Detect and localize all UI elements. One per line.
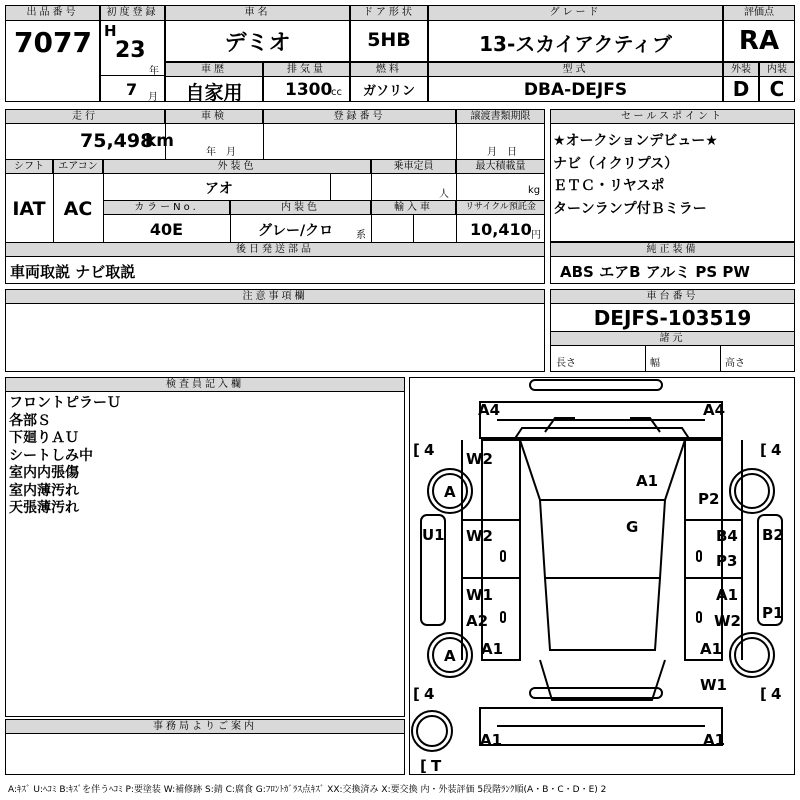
person-unit: 人 bbox=[439, 189, 449, 200]
later-parts-label: 後日発送部品 bbox=[5, 242, 545, 257]
score: RA bbox=[738, 26, 780, 56]
inspection-ym: 年 月 bbox=[206, 147, 236, 158]
damage-mark: A1 bbox=[636, 472, 659, 490]
inspector-note: フロントピラーＵ bbox=[9, 395, 121, 411]
damage-mark: W1 bbox=[466, 586, 493, 604]
genuine-label: 純正装備 bbox=[550, 242, 795, 257]
damage-mark: B4 bbox=[716, 527, 738, 545]
displacement-label: 排気量 bbox=[263, 62, 350, 77]
history-label: 車歴 bbox=[165, 62, 263, 77]
damage-mark: A2 bbox=[466, 612, 489, 630]
damage-mark: A4 bbox=[478, 401, 501, 419]
notes-label: 注意事項欄 bbox=[5, 289, 545, 304]
svg-text:[: [ bbox=[760, 685, 767, 703]
exterior-score: D bbox=[732, 77, 750, 101]
inspector-label: 検査員記入欄 bbox=[5, 377, 405, 392]
svg-text:[: [ bbox=[760, 441, 767, 459]
damage-mark: W2 bbox=[714, 612, 741, 630]
history: 自家用 bbox=[185, 82, 243, 104]
interior-score: C bbox=[769, 77, 785, 101]
interior-label: 内装 bbox=[759, 62, 795, 77]
sales-point-item: ★オークションデビュー★ bbox=[553, 133, 718, 149]
tire-depth: 4 bbox=[771, 441, 782, 459]
damage-mark: U1 bbox=[422, 526, 445, 544]
color-no-label: カラーNo. bbox=[103, 200, 230, 215]
lot-number: 7077 bbox=[14, 26, 92, 59]
score-label: 評価点 bbox=[723, 5, 795, 21]
damage-mark: A4 bbox=[703, 401, 726, 419]
damage-mark: A1 bbox=[481, 640, 504, 658]
damage-mark: W2 bbox=[466, 450, 493, 468]
sales-point-item: ターンランプ付Ｂミラー bbox=[553, 200, 707, 217]
recycle-label: リサイクル預託金 bbox=[456, 200, 545, 215]
color-no: 40E bbox=[149, 220, 184, 239]
inspection-label: 車検 bbox=[165, 109, 263, 124]
displacement: 1300 bbox=[285, 80, 333, 100]
inspector-note: 天張薄汚れ bbox=[9, 500, 79, 516]
car-name: デミオ bbox=[224, 31, 291, 56]
damage-mark: P3 bbox=[716, 552, 738, 570]
reg-year: 23 bbox=[115, 38, 146, 63]
height-label: 高さ bbox=[725, 358, 745, 369]
tire-depth: 4 bbox=[771, 685, 782, 703]
km-unit: km bbox=[145, 131, 175, 151]
damage-mark: A1 bbox=[716, 586, 739, 604]
model: DBA-DEJFS bbox=[523, 80, 628, 100]
damage-mark: G bbox=[626, 518, 639, 536]
aircon: AC bbox=[63, 198, 93, 220]
recycle: 10,410 bbox=[470, 220, 532, 239]
specs-label: 諸元 bbox=[550, 331, 795, 346]
sales-points-label: セールスポイント bbox=[550, 109, 795, 124]
month-unit: 月 bbox=[148, 92, 158, 103]
reg-month: 7 bbox=[126, 80, 138, 99]
shift-label: シフト bbox=[5, 159, 53, 174]
car-name-label: 車名 bbox=[165, 5, 350, 21]
first-reg-label: 初度登録 bbox=[100, 5, 165, 21]
legend: A:ｷｽﾞ U:ﾍｺﾐ B:ｷｽﾞを伴うﾍｺﾐ P:要塗装 W:補修跡 S:錆 C:腐食 G:ﾌﾛﾝﾄｶﾞﾗｽ点ｷｽﾞ XX:交換済み X:要交換 内・外装評価 5段階ﾗﾝｸ順(A・B・C・D・E) 2 bbox=[8, 785, 607, 795]
damage-mark: P1 bbox=[762, 604, 784, 622]
length-label: 長さ bbox=[556, 358, 576, 369]
inspector-notes bbox=[9, 395, 121, 518]
inspector-note: 室内内張傷 bbox=[9, 465, 79, 481]
cc-unit: cc bbox=[331, 87, 342, 98]
damage-mark: A1 bbox=[700, 640, 723, 658]
yen-unit: 円 bbox=[531, 230, 541, 241]
damage-mark: A1 bbox=[480, 731, 503, 749]
genuine-equipment: ABS エアB アルミ PS PW bbox=[560, 263, 750, 281]
svg-text:[: [ bbox=[413, 685, 420, 703]
sales-points-list bbox=[553, 130, 718, 220]
sales-point-item: ＥＴＣ・リヤスポ bbox=[553, 178, 665, 194]
int-color: グレー/クロ bbox=[258, 223, 334, 239]
inspector-note: 下廻りＡＵ bbox=[9, 430, 79, 446]
fuel-label: 燃料 bbox=[350, 62, 428, 77]
model-label: 型式 bbox=[428, 62, 723, 77]
transfer-md: 月 日 bbox=[487, 147, 517, 158]
shift: IAT bbox=[12, 198, 46, 220]
damage-mark: P2 bbox=[698, 490, 720, 508]
office-label: 事務局よりご案内 bbox=[5, 719, 405, 734]
system-unit: 系 bbox=[356, 230, 366, 241]
damage-mark: A1 bbox=[703, 731, 726, 749]
damage-mark: A bbox=[444, 483, 456, 501]
tire-depth: 4 bbox=[424, 685, 435, 703]
chassis-label: 車台番号 bbox=[550, 289, 795, 304]
car-diagram bbox=[409, 377, 795, 775]
ext-color-label: 外装色 bbox=[103, 159, 371, 174]
damage-mark: W1 bbox=[700, 676, 727, 694]
aircon-label: エアコン bbox=[53, 159, 103, 174]
damage-mark: W2 bbox=[466, 527, 493, 545]
era: H bbox=[104, 22, 117, 40]
ext-color: アオ bbox=[205, 181, 233, 197]
car-diagram-box bbox=[409, 377, 795, 775]
door-type: 5HB bbox=[367, 29, 411, 51]
svg-text:[: [ bbox=[420, 757, 427, 775]
grade-label: グレード bbox=[428, 5, 723, 21]
damage-mark: B2 bbox=[762, 526, 784, 544]
transfer-label: 譲渡書類期限 bbox=[456, 109, 545, 124]
svg-text:[: [ bbox=[413, 441, 420, 459]
exterior-label: 外装 bbox=[723, 62, 759, 77]
lot-label: 出品番号 bbox=[5, 5, 100, 21]
import-label: 輸入車 bbox=[371, 200, 456, 215]
tire-depth: 4 bbox=[424, 441, 435, 459]
kg-unit: kg bbox=[528, 185, 541, 196]
inspector-note: 各部Ｓ bbox=[9, 412, 51, 429]
spare-tire: T bbox=[431, 757, 442, 775]
grade: 13-スカイアクティブ bbox=[479, 32, 672, 56]
registration-label: 登録番号 bbox=[263, 109, 456, 124]
inspector-note: シートしみ中 bbox=[9, 447, 93, 464]
capacity-label: 乗車定員 bbox=[371, 159, 456, 174]
door-label: ドア形状 bbox=[350, 5, 428, 21]
mileage-label: 走行 bbox=[5, 109, 165, 124]
damage-mark: A bbox=[444, 647, 456, 665]
mileage: 75,498 bbox=[80, 130, 154, 152]
int-color-label: 内装色 bbox=[230, 200, 371, 215]
max-load-label: 最大積載量 bbox=[456, 159, 545, 174]
chassis-number: DEJFS-103519 bbox=[593, 306, 752, 330]
fuel: ガソリン bbox=[362, 84, 415, 99]
sales-point-item: ナビ（イクリプス） bbox=[553, 155, 679, 172]
inspector-note: 室内薄汚れ bbox=[9, 482, 79, 499]
year-unit: 年 bbox=[149, 66, 159, 77]
width-label: 幅 bbox=[650, 358, 660, 369]
later-parts: 車両取説 ナビ取説 bbox=[10, 263, 136, 281]
